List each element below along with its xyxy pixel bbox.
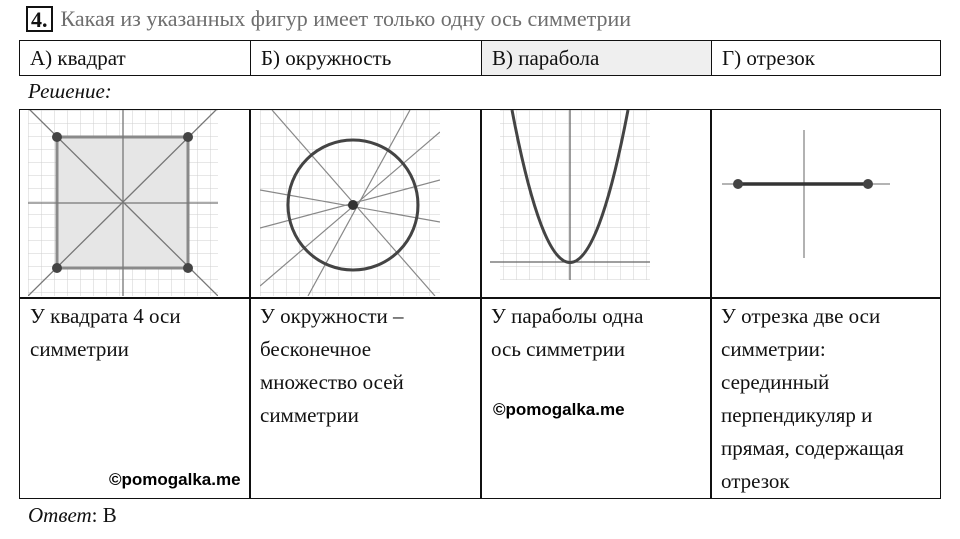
solution-label: Решение: [28,79,112,103]
solution-table [19,109,941,499]
watermark: ©pomogalka.me [109,470,241,489]
text-line: множество осей [260,370,404,394]
answer-line [28,503,117,528]
column-divider [710,110,712,498]
parabola-figure [490,110,655,296]
segment-figure [720,110,895,296]
options-row [19,40,941,76]
cell-text-square [30,300,181,366]
answer-value: : В [91,503,117,527]
text-line: У квадрата 4 оси [30,304,181,328]
endpoint [733,179,743,189]
text-line: У параболы одна [491,304,644,328]
answer-label: Ответ [28,503,92,527]
option-a[interactable]: А) квадрат [20,41,251,75]
question-number: 4. [26,6,53,32]
column-divider [249,110,251,498]
text-line: симметрии [30,337,129,361]
cell-text-circle [260,300,404,432]
text-line: симметрии [260,403,359,427]
question-header [26,6,631,32]
text-line: отрезок [721,469,790,493]
option-b[interactable]: Б) окружность [251,41,482,75]
option-d[interactable]: Г) отрезок [722,45,815,70]
question-text: Какая из указанных фигур имеет только одну ось симметрии [60,6,632,31]
text-line: перпендикуляр и [721,403,873,427]
text-line: У окружности – [260,304,404,328]
vertex-point [52,132,62,142]
vertex-point [183,132,193,142]
center-point [348,200,358,210]
column-divider [480,110,482,498]
circle-figure [260,110,440,296]
text-line: бесконечное [260,337,372,361]
cell-text-segment [721,300,904,498]
endpoint [863,179,873,189]
watermark: ©pomogalka.me [493,400,625,419]
vertex-point [183,263,193,273]
vertex-point [52,263,62,273]
text-line: серединный [721,370,830,394]
square-figure [28,110,218,296]
option-c-selected[interactable]: В) парабола [482,41,712,75]
cell-text-parabola [491,300,643,366]
text-line: ось симметрии [491,337,626,361]
text-line: симметрии: [721,337,826,361]
row-divider [20,297,940,299]
text-line: У отрезка две оси [721,304,881,328]
text-line: прямая, содержащая [721,436,904,460]
